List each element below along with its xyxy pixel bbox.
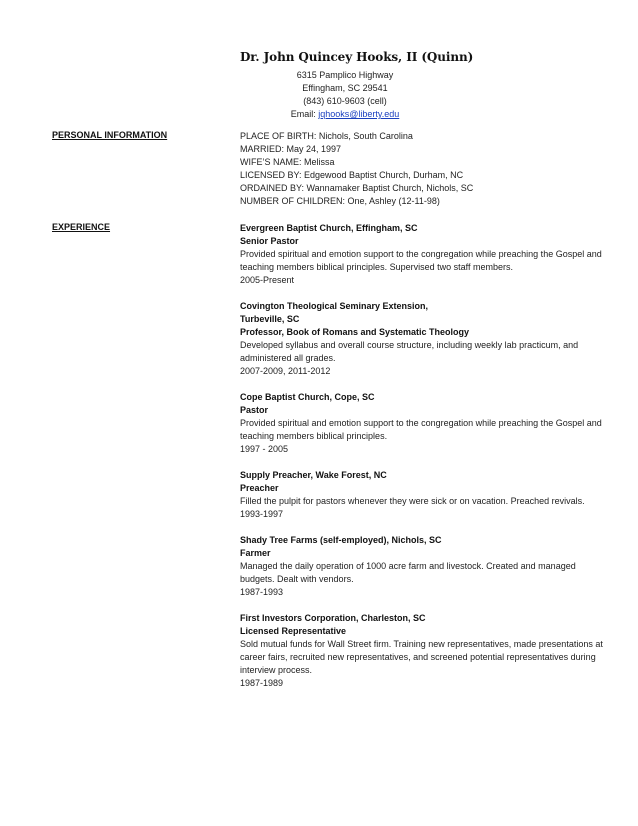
job-dates: 2007-2009, 2011-2012 [240,366,331,376]
job-entry [240,612,612,690]
job-entry [240,469,612,521]
job-description: Developed syllabus and overall course structure, including weekly lab practicum, and administered all grades. [240,340,579,363]
job-entry [240,534,612,599]
job-dates: 1987-1993 [240,587,284,597]
job-title: Licensed Representative [240,626,347,636]
job-organization: Covington Theological Seminary Extension, [240,301,429,311]
job-organization: Supply Preacher, Wake Forest, NC [240,470,387,480]
job-organization-location: Turbeville, SC [240,314,300,324]
job-description: Provided spiritual and emotion support to the congregation while preaching the Gospel and teaching members biblical principles. Supervised two staff members. [240,249,602,272]
job-title: Farmer [240,548,271,558]
job-entry [240,391,612,456]
city-state-zip: Effingham, SC 29541 [302,83,388,93]
experience-section [240,222,612,703]
personal-line-ordained: ORDAINED BY: Wannamaker Baptist Church, Nichols, SC [240,183,474,193]
job-organization: Evergreen Baptist Church, Effingham, SC [240,223,418,233]
job-description: Provided spiritual and emotion support to the congregation while preaching the Gospel and teaching members biblical principles. [240,418,602,441]
email-line [240,108,450,121]
phone-number: (843) 610-9603 (cell) [303,96,387,106]
job-organization: Shady Tree Farms (self-employed), Nichols, SC [240,535,442,545]
job-title: Senior Pastor [240,236,299,246]
email-label: Email: [290,109,316,119]
job-title: Professor, Book of Romans and Systematic Theology [240,327,470,337]
personal-line-wife: WIFE’S NAME: Melissa [240,157,335,167]
job-dates: 1987-1989 [240,678,284,688]
job-description: Managed the daily operation of 1000 acre farm and livestock. Created and managed budgets. Dealt with vendors. [240,561,576,584]
job-dates: 1993-1997 [240,509,284,519]
personal-line-birthplace: PLACE OF BIRTH: Nichols, South Carolina [240,131,413,141]
job-title: Pastor [240,405,269,415]
job-title: Preacher [240,483,279,493]
experience-heading: EXPERIENCE [52,222,111,232]
personal-information-heading: PERSONAL INFORMATION [52,130,168,140]
job-dates: 1997 - 2005 [240,444,289,454]
job-description: Filled the pulpit for pastors whenever they were sick or on vacation. Preached revivals. [240,496,585,506]
job-dates: 2005-Present [240,275,295,285]
job-organization: Cope Baptist Church, Cope, SC [240,392,375,402]
resume-header [240,50,474,121]
personal-line-children: NUMBER OF CHILDREN: One, Ashley (12-11-98) [240,196,440,206]
street-address: 6315 Pamplico Highway [296,70,394,80]
job-entry [240,222,612,287]
candidate-name: Dr. John Quincey Hooks, II (Quinn) [240,50,474,64]
job-entry [240,300,612,378]
personal-information-section [240,130,612,208]
personal-line-married: MARRIED: May 24, 1997 [240,144,342,154]
email-link[interactable]: jqhooks@liberty.edu [318,109,400,119]
personal-line-licensed: LICENSED BY: Edgewood Baptist Church, Durham, NC [240,170,464,180]
job-description: Sold mutual funds for Wall Street firm. Training new representatives, made presentations at career fairs, recruited new representatives, and screened potential representatives during interview process. [240,639,603,675]
job-organization: First Investors Corporation, Charleston, SC [240,613,426,623]
